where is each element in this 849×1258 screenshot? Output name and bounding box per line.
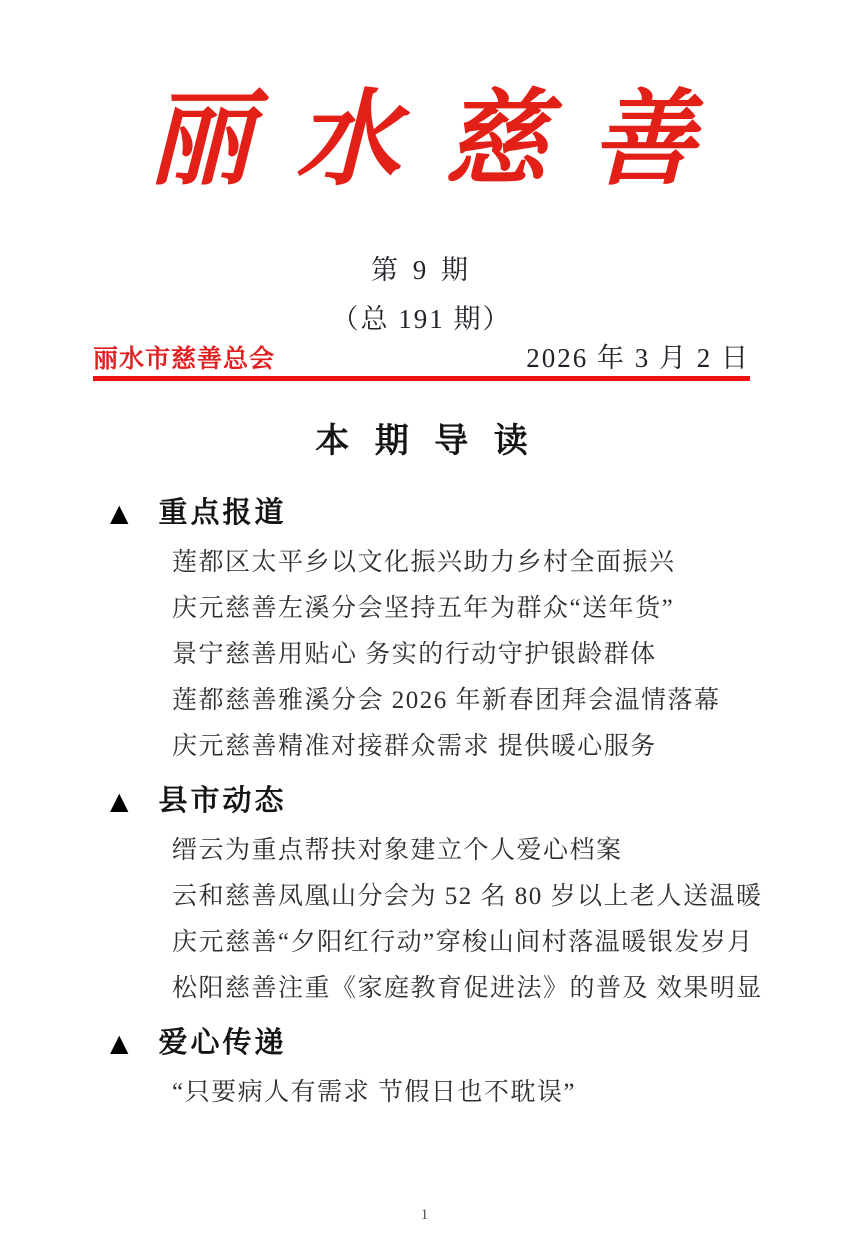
issue-date: 2026 年 3 月 2 日	[526, 343, 750, 374]
toc-item: 缙云为重点帮扶对象建立个人爱心档案	[172, 837, 623, 865]
toc-section-county-news	[93, 781, 763, 1005]
page-title: 丽水慈善	[147, 83, 739, 198]
triangle-bullet-icon: ▲	[110, 499, 129, 528]
toc-item: 松阳慈善注重《家庭教育促进法》的普及 效果明显	[172, 975, 763, 1003]
triangle-bullet-icon: ▲	[110, 1029, 129, 1058]
page-number: 1	[420, 1207, 429, 1223]
newsletter-cover-page	[0, 58, 849, 1258]
toc-section-love-relay	[93, 1023, 750, 1109]
triangle-bullet-icon: ▲	[110, 787, 129, 816]
section-heading: 县市动态	[158, 785, 287, 818]
section-header	[93, 493, 750, 533]
toc-item: 庆元慈善左溪分会坚持五年为群众“送年货”	[172, 595, 675, 623]
toc-item: “只要病人有需求 节假日也不耽误”	[172, 1079, 576, 1107]
issue-number: 第 9 期	[371, 255, 472, 286]
section-header	[93, 781, 750, 821]
toc-title: 本期导读	[315, 422, 554, 461]
publisher-name: 丽水市慈善总会	[93, 345, 276, 374]
masthead-row	[93, 343, 750, 381]
section-heading: 爱心传递	[158, 1027, 287, 1060]
toc-item: 景宁慈善用贴心 务实的行动守护银龄群体	[172, 641, 657, 669]
section-heading: 重点报道	[158, 497, 287, 530]
page-footer	[0, 1207, 849, 1224]
toc-section-key-reports	[93, 493, 750, 763]
toc-item: 莲都区太平乡以文化振兴助力乡村全面振兴	[172, 549, 676, 577]
issue-total-number: （总 191 期）	[331, 304, 512, 335]
toc-item: 庆元慈善精准对接群众需求 提供暖心服务	[172, 733, 657, 761]
toc-item: 云和慈善凤凰山分会为 52 名 80 岁以上老人送温暖	[172, 883, 763, 911]
toc-item: 莲都慈善雅溪分会 2026 年新春团拜会温情落幕	[172, 687, 721, 715]
toc-item: 庆元慈善“夕阳红行动”穿梭山间村落温暖银发岁月	[172, 929, 754, 957]
section-header	[93, 1023, 750, 1063]
